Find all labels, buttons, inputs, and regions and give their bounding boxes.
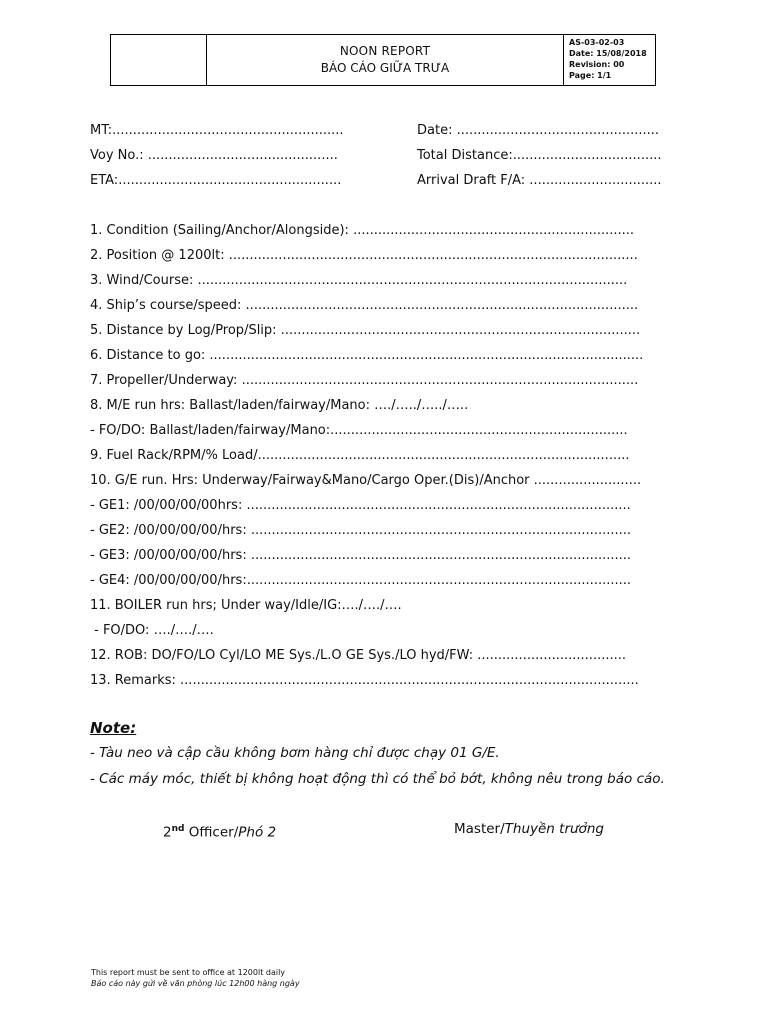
logo-cell — [111, 35, 207, 85]
item-me-run-hrs: 8. M/E run hrs: Ballast/laden/fairway/Mano: …./…../…../….. — [90, 398, 469, 413]
item-distance-log: 5. Distance by Log/Prop/Slip: ....................................................................................... — [90, 323, 641, 338]
document-page: Page: 1/1 — [569, 71, 612, 80]
item-position: 2. Position @ 1200lt: ................................................................................................... — [90, 248, 638, 263]
footer-note: This report must be sent to office at 1200lt daily — [91, 968, 286, 977]
item-ge-run-hrs: 10. G/E run. Hrs: Underway/Fairway&Mano/Cargo Oper.(Dis)/Anchor .......................... — [90, 473, 642, 488]
officer-ordinal-suffix: nd — [171, 824, 185, 834]
item-ge2: - GE2: /00/00/00/00/hrs: ............................................................................................ — [90, 523, 632, 538]
note-title: Note: — [90, 719, 137, 737]
footer — [91, 967, 300, 989]
master-label-vietnamese: Thuyền trưởng — [504, 821, 604, 837]
field-mt: MT:........................................................ — [90, 123, 344, 138]
item-remarks: 13. Remarks: ............................................................................................................... — [90, 673, 639, 688]
item-ship-course-speed: 4. Ship’s course/speed: ............................................................................................... — [90, 298, 639, 313]
item-fo-do: - FO/DO: Ballast/laden/fairway/Mano:........................................................................ — [90, 423, 628, 438]
document-code: AS-03-02-03 — [569, 38, 625, 47]
item-wind-course: 3. Wind/Course: ........................................................................................................ — [90, 273, 628, 288]
officer-label: Officer/ — [184, 824, 239, 841]
officer-number: 2 — [163, 824, 172, 841]
report-title: NOON REPORT — [339, 44, 431, 58]
document-revision: Revision: 00 — [569, 60, 625, 69]
footer-note-vietnamese: Báo cáo này gửi về văn phòng lúc 12h00 hàng ngày — [91, 979, 300, 988]
field-total-distance: Total Distance:.................................... — [417, 148, 662, 163]
item-ge3: - GE3: /00/00/00/00/hrs: ............................................................................................ — [90, 548, 632, 563]
item-ge1: - GE1: /00/00/00/00hrs: ............................................................................................. — [90, 498, 631, 513]
item-boiler-fo-do: - FO/DO: …./…./…. — [90, 623, 214, 638]
report-title-vietnamese: BÁO CÁO GIỮA TRƯA — [320, 61, 450, 75]
field-voy-no: Voy No.: .............................................. — [90, 148, 338, 163]
note-line-2: - Các máy móc, thiết bị không hoạt động thì có thể bỏ bớt, không nêu trong báo cáo. — [90, 771, 665, 787]
master-label: Master/ — [454, 821, 505, 837]
item-distance-to-go: 6. Distance to go: ......................................................................................................... — [90, 348, 644, 363]
field-date: Date: ................................................. — [417, 123, 660, 138]
document-date: Date: 15/08/2018 — [569, 49, 647, 58]
note-line-1: - Tàu neo và cập cầu không bơm hàng chỉ được chạy 01 G/E. — [90, 745, 500, 761]
signature-master — [454, 820, 604, 838]
signature-second-officer — [163, 820, 276, 842]
document-header-table — [110, 34, 656, 86]
item-propeller: 7. Propeller/Underway: ................................................................................................ — [90, 373, 639, 388]
field-eta: ETA:...................................................... — [90, 173, 342, 188]
item-condition: 1. Condition (Sailing/Anchor/Alongside): .................................................................... — [90, 223, 635, 238]
officer-label-vietnamese: Phó 2 — [238, 824, 277, 841]
item-rob: 12. ROB: DO/FO/LO Cyl/LO ME Sys./L.O GE Sys./LO hyd/FW: .................................... — [90, 648, 627, 663]
document-info-cell — [564, 35, 655, 85]
field-arrival-draft: Arrival Draft F/A: ................................ — [417, 173, 662, 188]
item-boiler: 11. BOILER run hrs; Under way/Idle/IG:…./…./…. — [90, 598, 402, 613]
title-cell — [207, 35, 564, 85]
item-ge4: - GE4: /00/00/00/00/hrs:............................................................................................. — [90, 573, 632, 588]
item-fuel-rack: 9. Fuel Rack/RPM/% Load/.......................................................................................... — [90, 448, 630, 463]
